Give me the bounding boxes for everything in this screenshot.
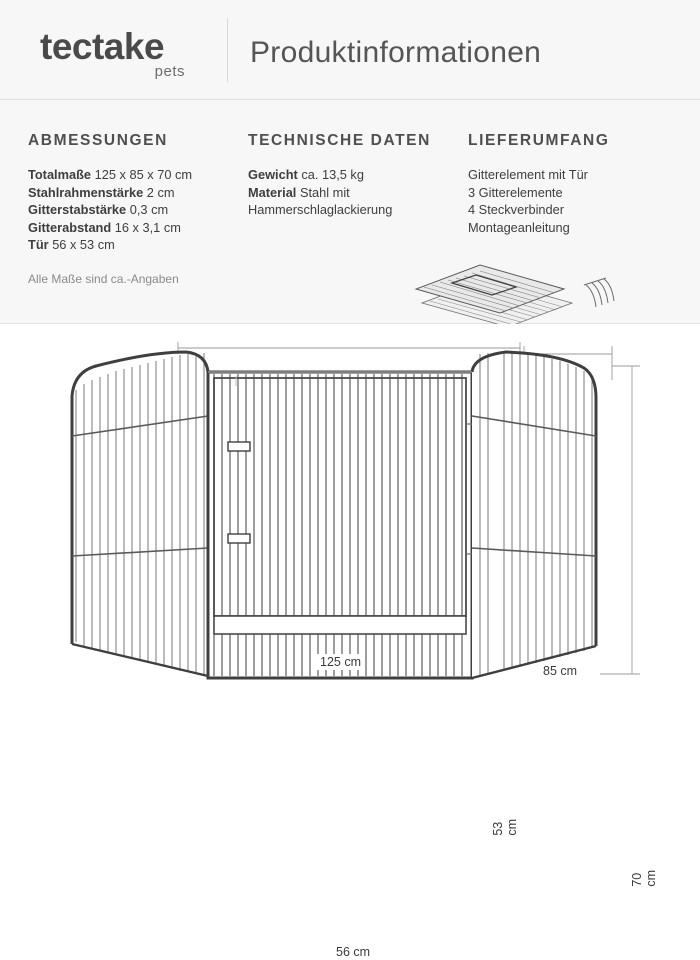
technical-row (248, 201, 458, 219)
column-technical (248, 132, 458, 219)
dimension-row (28, 219, 228, 237)
scope-item: Montageanleitung (468, 219, 570, 235)
dimension-value: 125 x 85 x 70 cm (94, 167, 193, 182)
dimensions-note: Alle Maße sind ca.-Angaben (28, 271, 179, 286)
dimension-label-width: 125 cm (316, 654, 365, 670)
technical-label: Gewicht (248, 167, 298, 182)
dimension-label: Stahlrahmenstärke (28, 184, 144, 200)
brand-logo (40, 28, 225, 80)
dimension-value: 56 x 53 cm (52, 237, 115, 252)
dimension-value: 2 cm (146, 184, 175, 200)
dimension-label: Gitterstabstärke (28, 202, 127, 217)
dimension-label-door-width: 56 cm (332, 944, 374, 960)
column-heading-technical: TECHNISCHE DATEN (248, 132, 431, 149)
technical-value: Stahl mit (299, 184, 350, 200)
dimension-label: Tür (28, 237, 49, 252)
flatpack-illustration (400, 245, 630, 335)
dimension-label-depth: 85 cm (539, 663, 581, 679)
dimension-row (28, 166, 228, 184)
dimension-label: Totalmaße (28, 167, 92, 182)
playpen-drawing-svg (0, 324, 700, 700)
column-heading-scope: LIEFERUMFANG (468, 132, 610, 149)
column-dimensions (28, 132, 228, 286)
dimension-label-height: 70 cm (626, 869, 662, 888)
technical-value: Hammerschlaglackierung (248, 202, 393, 217)
dimension-row (28, 201, 228, 219)
page-title: Produktinformationen (250, 36, 542, 69)
dimension-value: 16 x 3,1 cm (114, 219, 181, 235)
dimension-row (28, 184, 228, 202)
dimension-row (28, 236, 228, 254)
scope-item: Gitterelement mit Tür (468, 167, 588, 182)
brand-name: tectake (40, 26, 165, 67)
technical-value: ca. 13,5 kg (301, 167, 364, 182)
header-divider (227, 18, 228, 82)
brand-subtitle: pets (154, 63, 185, 80)
scope-item: 4 Steckverbinder (468, 202, 565, 217)
technical-drawing (0, 324, 700, 959)
column-heading-dimensions: ABMESSUNGEN (28, 132, 168, 149)
dimension-value: 0,3 cm (129, 202, 169, 217)
dimension-label: Gitterabstand (28, 219, 112, 235)
technical-row (248, 166, 458, 184)
column-scope-of-delivery (468, 132, 683, 236)
dimension-label-door-height: 53 cm (487, 818, 523, 837)
page-header (0, 0, 700, 100)
technical-label: Material (248, 184, 297, 200)
scope-item: 3 Gitterelemente (468, 184, 563, 200)
technical-row (248, 184, 458, 202)
